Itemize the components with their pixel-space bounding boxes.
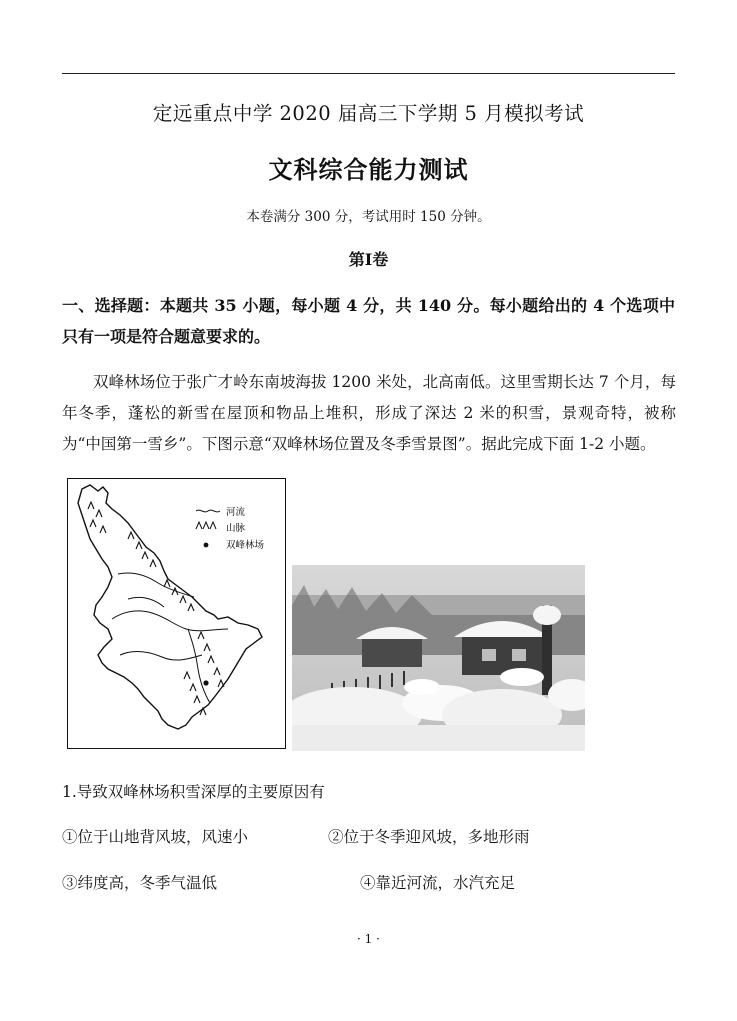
exam-note: 本卷满分 300 分，考试用时 150 分钟。 [246, 209, 491, 225]
location-map [67, 478, 286, 749]
option-3: ③纬度高，冬季气温低 [62, 874, 218, 892]
volume-label: 第Ⅰ卷 [348, 250, 389, 269]
legend-forest-farm-label: 双峰林场 [226, 540, 265, 551]
legend-forest-farm-icon [204, 543, 209, 548]
legend-river-label: 河流 [226, 507, 246, 518]
province-outline [78, 485, 262, 729]
snow-scene-drawing [292, 565, 585, 751]
river-line [188, 629, 210, 703]
header-rule [62, 73, 675, 74]
legend-mountain-label: 山脉 [226, 523, 246, 534]
question-stem: 1.导致双峰林场积雪深厚的主要原因有 [62, 783, 325, 801]
option-1: ①位于山地背风坡，风速小 [62, 828, 249, 846]
river-line [118, 573, 194, 597]
section-heading: 一、选择题：本题共 35 小题，每小题 4 分，共 140 分。每小题给出的 4 个选项中只有一项是符合题意要求的。 [62, 296, 675, 346]
river-line [128, 597, 164, 607]
passage-text: 双峰林场位于张广才岭东南坡海拔 1200 米处，北高南低。这里雪期长达 7 个月，每年冬季，蓬松的新雪在屋顶和物品上堆积，形成了深达 2 米的积雪，景观奇特，被称为“中国第一雪乡”。下图示意“双峰林场位置及冬季雪景图”。据此完成下面 1-2 小题。 [62, 373, 676, 453]
forest-farm-marker [203, 680, 208, 685]
option-2: ②位于冬季迎风坡，多地形雨 [328, 828, 530, 846]
page-number: · 1 · [357, 932, 380, 946]
subject-title: 文科综合能力测试 [268, 155, 469, 184]
legend-mountain-icon [196, 522, 216, 529]
river-line [120, 651, 202, 660]
snow-scene-photo [292, 565, 585, 751]
map-drawing [68, 479, 284, 747]
school-title: 定远重点中学 2020 届高三下学期 5 月模拟考试 [152, 102, 585, 125]
legend-river-icon [196, 510, 220, 512]
option-4: ④靠近河流，水汽充足 [360, 874, 516, 892]
